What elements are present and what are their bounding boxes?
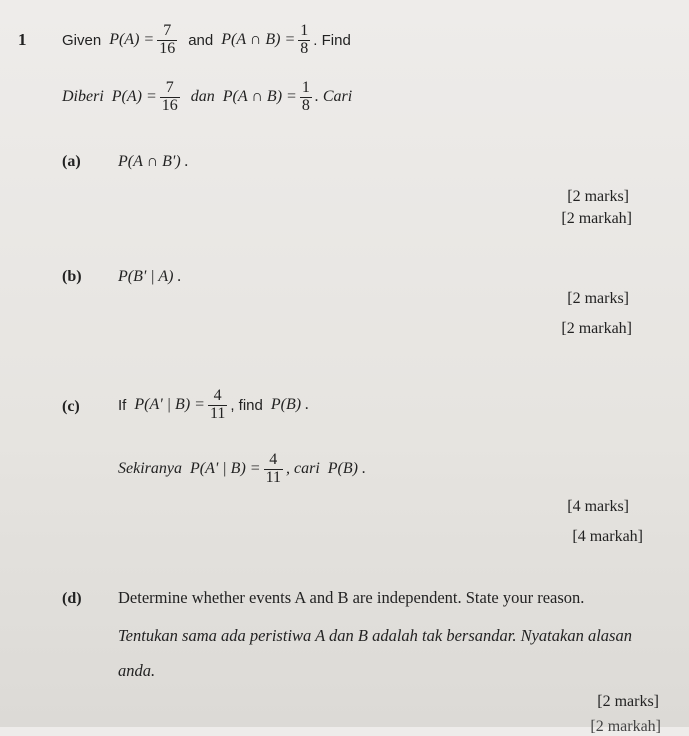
- fraction-numerator: 1: [301, 78, 310, 96]
- part-a-label: (a): [62, 153, 81, 170]
- part-c-label: (c): [62, 398, 80, 415]
- part-b-expression: P(B' | A) .: [118, 268, 182, 285]
- pab-fraction: [298, 23, 310, 58]
- given-line-ms: [62, 76, 352, 118]
- part-d-label: (d): [62, 590, 82, 607]
- part-a-marks-ms: [2 markah]: [561, 210, 632, 227]
- pa-expression: P(A) =: [109, 31, 155, 48]
- conditional-fraction-ms: [264, 452, 283, 487]
- part-d-marks-ms-partial: [2 markah]: [590, 718, 661, 735]
- part-a-expression: P(A ∩ B') .: [118, 153, 189, 170]
- part-b-marks-en: [2 marks]: [567, 290, 629, 307]
- question-number: 1: [18, 30, 27, 49]
- fraction-denominator: 8: [300, 39, 309, 57]
- find-word: . Find: [313, 31, 351, 49]
- conditional-expression: P(A' | B) =: [134, 396, 205, 413]
- part-d-text-en: Determine whether events A and B are independent. State your reason.: [118, 588, 585, 607]
- pab-expression: P(A ∩ B) =: [221, 31, 296, 48]
- conditional-expression-ms: P(A' | B) =: [189, 460, 261, 477]
- find-word-ms: , cari: [285, 460, 320, 477]
- given-word-ms: Diberi: [62, 88, 104, 105]
- given-word: Given: [62, 31, 102, 49]
- part-d-text-ms-line2: anda.: [118, 661, 156, 680]
- pa-fraction-ms: [160, 80, 180, 115]
- and-word: and: [188, 31, 214, 49]
- pab-expression-ms: P(A ∩ B) =: [222, 88, 297, 105]
- find-word-ms: . Cari: [314, 88, 353, 105]
- fraction-denominator: 16: [159, 39, 176, 57]
- conditional-fraction: [208, 388, 227, 423]
- target-expression: P(B) .: [270, 396, 310, 413]
- part-c-marks-en: [4 marks]: [567, 498, 629, 515]
- if-word-ms: Sekiranya: [118, 460, 182, 477]
- target-expression-ms: P(B) .: [327, 460, 366, 477]
- fraction-denominator: 11: [209, 404, 226, 422]
- pa-expression-ms: P(A) =: [111, 88, 157, 105]
- part-d-marks-en: [2 marks]: [597, 693, 659, 710]
- pab-fraction-ms: [300, 80, 312, 115]
- and-word-ms: dan: [190, 88, 215, 105]
- fraction-denominator: 16: [161, 96, 178, 114]
- if-word: If: [118, 396, 127, 414]
- fraction-denominator: 11: [265, 468, 281, 486]
- part-b-marks-ms: [2 markah]: [561, 320, 632, 337]
- fraction-numerator: 4: [213, 386, 222, 404]
- part-a-marks-en: [2 marks]: [567, 188, 629, 205]
- fraction-denominator: 8: [301, 96, 310, 114]
- fraction-numerator: 7: [163, 21, 172, 39]
- find-word: , find: [230, 396, 263, 414]
- part-c-line-en: [118, 383, 309, 427]
- fraction-numerator: 4: [269, 450, 278, 468]
- fraction-numerator: 1: [300, 21, 309, 39]
- pa-fraction: [157, 23, 177, 58]
- part-d-text-ms-line1: Tentukan sama ada peristiwa A dan B adalah tak bersandar. Nyatakan alasan: [118, 626, 632, 645]
- fraction-numerator: 7: [165, 78, 174, 96]
- part-c-line-ms: [118, 447, 366, 491]
- part-b-label: (b): [62, 268, 82, 285]
- given-line-en: [62, 20, 351, 60]
- part-c-marks-ms: [4 markah]: [572, 528, 643, 545]
